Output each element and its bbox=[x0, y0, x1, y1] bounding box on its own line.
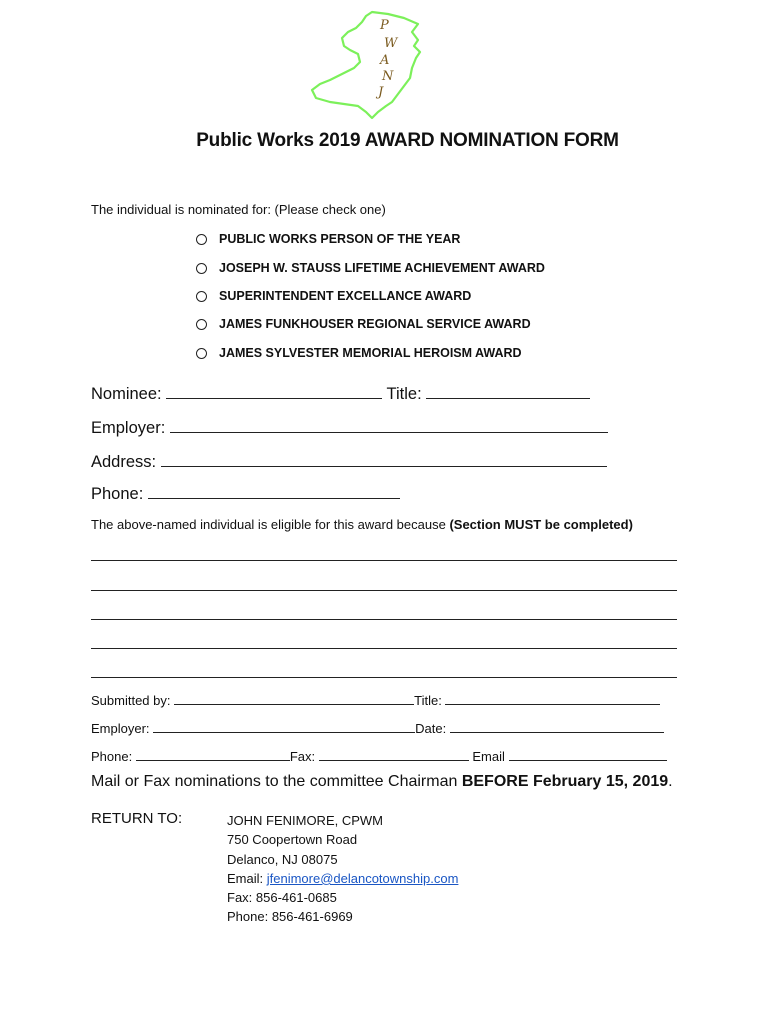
submitter-phone-label: Phone: bbox=[91, 749, 133, 764]
eligibility-emphasis: (Section MUST be completed) bbox=[449, 517, 633, 532]
submitter-phone-input[interactable] bbox=[136, 746, 290, 761]
title-input[interactable] bbox=[426, 384, 590, 399]
title-label: Title: bbox=[386, 385, 422, 403]
logo-letter-w: W bbox=[384, 36, 398, 51]
award-option[interactable] bbox=[196, 232, 460, 246]
form-title: Public Works 2019 AWARD NOMINATION FORM bbox=[196, 130, 619, 151]
eligibility-line-5[interactable] bbox=[91, 677, 677, 678]
employer-row bbox=[91, 418, 608, 438]
date-label: Date: bbox=[415, 721, 447, 736]
contact-email-label: Email: bbox=[227, 870, 267, 886]
nominee-input[interactable] bbox=[166, 384, 382, 399]
eligibility-line-2[interactable] bbox=[91, 590, 677, 591]
submitter-employer-input[interactable] bbox=[153, 718, 415, 733]
radio-circle-icon[interactable] bbox=[196, 291, 207, 302]
eligibility-text bbox=[91, 517, 633, 532]
submitter-title-label: Title: bbox=[414, 693, 442, 708]
award-label: SUPERINTENDENT EXCELLANCE AWARD bbox=[219, 289, 472, 303]
mail-note-prefix: Mail or Fax nominations to the committee Chairman bbox=[91, 773, 458, 790]
fax-input[interactable] bbox=[319, 746, 469, 761]
email-input[interactable] bbox=[509, 746, 667, 761]
employer-label: Employer: bbox=[91, 419, 166, 437]
return-to-label: RETURN TO: bbox=[91, 810, 183, 827]
eligibility-prompt: The above-named individual is eligible for this award because bbox=[91, 517, 446, 532]
eligibility-line-1[interactable] bbox=[91, 560, 677, 561]
award-option[interactable] bbox=[196, 289, 471, 303]
submitter-employer-row bbox=[91, 718, 664, 736]
submitted-by-row bbox=[91, 690, 660, 708]
mail-note-suffix: . bbox=[668, 773, 673, 790]
radio-circle-icon[interactable] bbox=[196, 319, 207, 330]
return-address bbox=[227, 811, 458, 927]
fax-label: Fax: bbox=[289, 749, 316, 764]
eligibility-line-4[interactable] bbox=[91, 648, 677, 649]
contact-street: 750 Coopertown Road bbox=[227, 832, 358, 848]
intro-text: The individual is nominated for: (Please check one) bbox=[91, 202, 386, 217]
eligibility-line-3[interactable] bbox=[91, 619, 677, 620]
mail-note bbox=[91, 773, 673, 791]
address-input[interactable] bbox=[161, 452, 607, 467]
email-label: Email bbox=[472, 749, 505, 764]
radio-circle-icon[interactable] bbox=[196, 234, 207, 245]
contact-email-link[interactable]: jfenimore@delancotownship.com bbox=[266, 870, 459, 886]
phone-label: Phone: bbox=[91, 485, 144, 503]
mail-note-deadline: BEFORE February 15, 2019 bbox=[461, 773, 669, 790]
submitted-by-label: Submitted by: bbox=[91, 693, 171, 708]
award-option[interactable] bbox=[196, 346, 522, 360]
contact-fax: Fax: 856-461-0685 bbox=[227, 890, 337, 906]
submitter-contact-row bbox=[91, 746, 667, 764]
submitted-by-input[interactable] bbox=[174, 690, 414, 705]
submitter-employer-label: Employer: bbox=[91, 721, 150, 736]
pwanj-logo bbox=[300, 6, 440, 124]
award-label: JAMES FUNKHOUSER REGIONAL SERVICE AWARD bbox=[219, 317, 531, 331]
radio-circle-icon[interactable] bbox=[196, 263, 207, 274]
address-label: Address: bbox=[91, 453, 157, 471]
nominee-row bbox=[91, 384, 590, 404]
contact-name: JOHN FENIMORE, CPWM bbox=[227, 813, 383, 828]
logo-letter-n: N bbox=[382, 69, 394, 84]
contact-email-row bbox=[227, 869, 458, 888]
nominee-label: Nominee: bbox=[91, 385, 162, 403]
award-label: JAMES SYLVESTER MEMORIAL HEROISM AWARD bbox=[219, 346, 522, 360]
employer-input[interactable] bbox=[170, 418, 608, 433]
logo-letter-j: J bbox=[378, 85, 384, 100]
radio-circle-icon[interactable] bbox=[196, 348, 207, 359]
contact-phone: Phone: 856-461-6969 bbox=[227, 909, 353, 925]
phone-row bbox=[91, 484, 400, 504]
submitter-title-input[interactable] bbox=[445, 690, 660, 705]
phone-input[interactable] bbox=[148, 484, 400, 499]
date-input[interactable] bbox=[450, 718, 664, 733]
award-option[interactable] bbox=[196, 317, 531, 331]
award-option[interactable] bbox=[196, 261, 545, 275]
award-label: JOSEPH W. STAUSS LIFETIME ACHIEVEMENT AWARD bbox=[219, 261, 545, 275]
logo-letter-a: A bbox=[380, 53, 390, 68]
contact-city: Delanco, NJ 08075 bbox=[227, 851, 338, 867]
award-label: PUBLIC WORKS PERSON OF THE YEAR bbox=[219, 232, 461, 246]
address-row bbox=[91, 452, 607, 472]
logo-letter-p: P bbox=[380, 18, 389, 33]
